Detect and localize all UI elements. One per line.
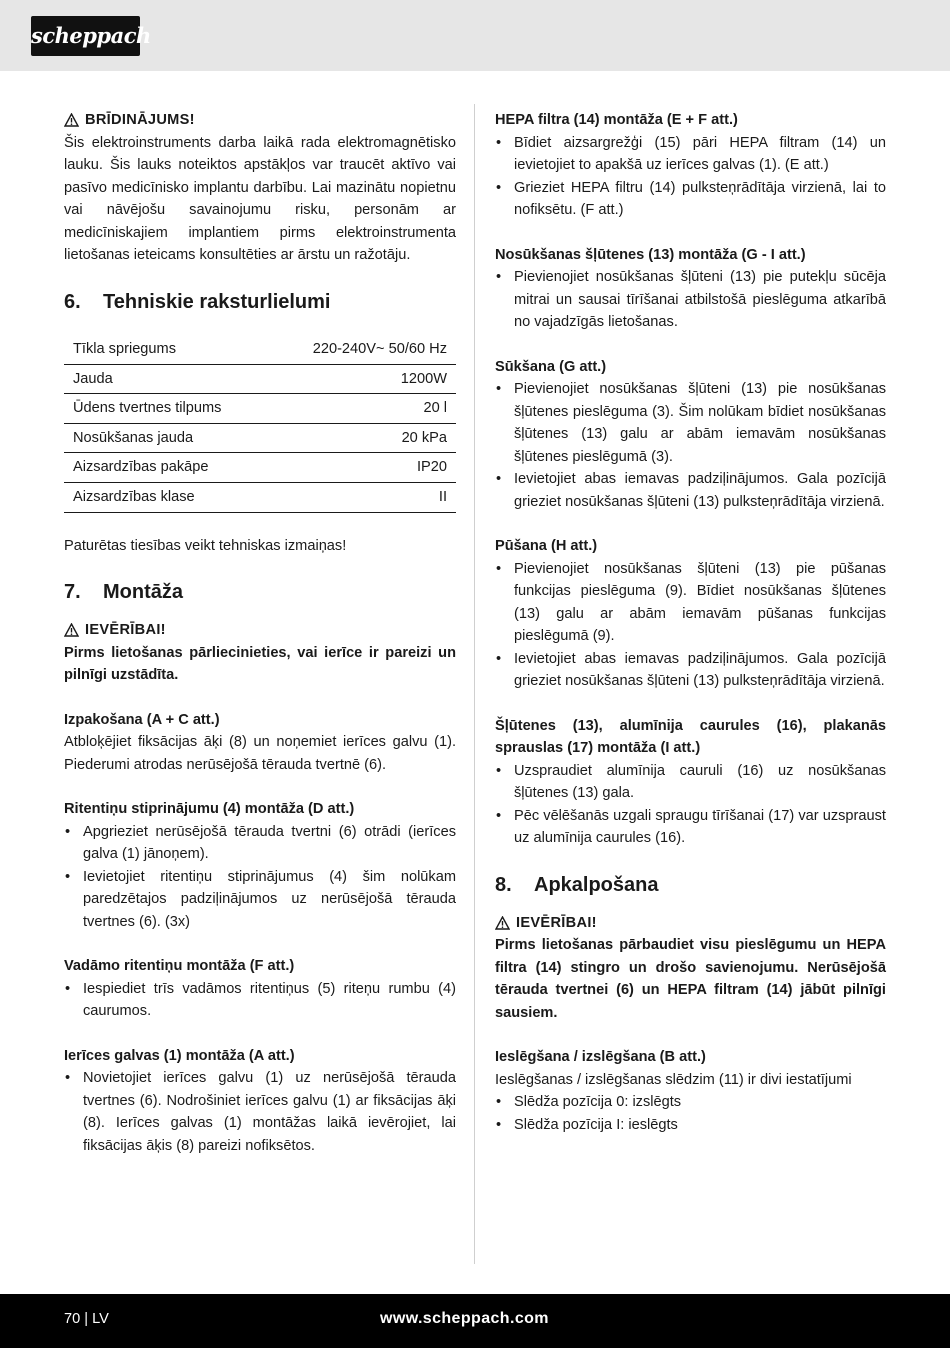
column-divider [474, 104, 475, 1264]
brand-logo [31, 16, 151, 56]
warning-triangle-icon [495, 916, 510, 930]
section-7-heading [64, 577, 456, 607]
list-item: • Uzspraudiet alumīnija cauruli (16) uz nosūkšanas šļūtenes (13) gala. [495, 760, 886, 805]
tube-title: Šļūtenes (13), alumīnija caurules (16), plakanās sprauslas (17) montāža (I att.) [495, 717, 886, 756]
section-number: 8. [495, 873, 512, 896]
spec-value: II [269, 482, 456, 512]
wheel-holder-list [64, 821, 456, 934]
blowing-title: Pūšana (H att.) [495, 538, 598, 554]
list-item: • Iespiediet trīs vadāmos ritentiņus (5) riteņu rumbu (4) caurumos. [64, 978, 456, 1023]
section-6-heading [64, 287, 456, 317]
section-8-heading [495, 870, 886, 900]
wheel-holder-title: Ritentiņu stiprinājumu (4) montāža (D att.) [64, 801, 355, 818]
spec-value: 20 l [269, 394, 456, 424]
hepa-list [495, 132, 886, 222]
table-row [64, 482, 456, 512]
list-item: • Pievienojiet nosūkšanas šļūteni (13) pie putekļu sūcēja mitrai un sausai tīrīšanai atbilstošā pieslēguma atkarībā no vajadzīgās lietošanas. [495, 266, 886, 334]
suction-title: Sūkšana (G att.) [495, 358, 607, 375]
table-row [64, 364, 456, 394]
list-item: • Apgrieziet nerūsējošā tērauda tvertni (6) otrādi (ierīces galva (1) jānoņem). [64, 821, 456, 866]
list-item: • Ievietojiet ritentiņu stiprinājumus (4) šim nolūkam paredzētajos padziļinājumos uz nerūsējošā tērauda tvertnes (6). (3x) [64, 866, 456, 934]
spec-value: 1200W [269, 364, 456, 394]
section-number: 7. [64, 581, 81, 604]
warning-triangle-icon [64, 623, 79, 637]
list-item: • Ievietojiet abas iemavas padziļinājumos. Gala pozīcijā grieziet nosūkšanas šļūteni (13) pulksteņrādītāja virzienā. [495, 468, 886, 513]
unpacking-title: Izpakošana (A + C att.) [64, 711, 220, 728]
list-item: • Novietojiet ierīces galvu (1) uz nerūsējošā tērauda tvertnes (6). Nodrošiniet ierīces galvu (1) ar fiksācijas āķi (8). Ierīces galvas (1) montāžas laikā ievērojiet, lai fiksācijas āķis (8) pareizi nofiksētos. [64, 1067, 456, 1157]
blowing-list [495, 558, 886, 693]
hose-title: Nosūkšanas šļūtenes (13) montāža (G - I att.) [495, 246, 806, 263]
list-item: • Ievietojiet abas iemavas padziļinājumos. Gala pozīcijā grieziet nosūkšanas šļūteni (13) pulksteņrādītāja virzienā. [495, 648, 886, 693]
spec-label: Aizsardzības klase [64, 482, 269, 512]
tube-list [495, 760, 886, 850]
warning-heading [64, 109, 456, 132]
unpacking-text: Atbloķējiet fiksācijas āķi (8) un noņemiet ierīces galvu (1). Piederumi atrodas nerūsējošā tērauda tvertnē (6). [64, 734, 456, 773]
warning-triangle-icon [64, 113, 79, 127]
table-row [64, 453, 456, 483]
website-link[interactable]: www.scheppach.com [380, 1310, 549, 1327]
spec-value: 220-240V~ 50/60 Hz [269, 335, 456, 365]
header-bar [0, 0, 950, 71]
specs-table [64, 335, 456, 513]
spec-label: Nosūkšanas jauda [64, 423, 269, 453]
spec-label: Aizsardzības pakāpe [64, 453, 269, 483]
section-number: 6. [64, 290, 81, 313]
castor-title: Vadāmo ritentiņu montāža (F att.) [64, 958, 295, 975]
device-head-list [64, 1067, 456, 1157]
right-column [495, 109, 886, 1136]
spec-value: IP20 [269, 453, 456, 483]
footer-bar [0, 1294, 950, 1348]
table-row [64, 335, 456, 365]
section-title: Tehniskie raksturlielumi [103, 290, 331, 313]
spec-label: Ūdens tvertnes tilpums [64, 394, 269, 424]
list-item: • Pievienojiet nosūkšanas šļūteni (13) pie nosūkšanas šļūtenes pieslēguma (3). Šim nolūkam bīdiet nosūkšanas šļūtenes (13) galu ar abām iemavām nosūkšanas šļūtenes pieslēgumā (3). [495, 378, 886, 468]
suction-list [495, 378, 886, 513]
switch-text: Ieslēgšanas / izslēgšanas slēdzim (11) ir divi iestatījumi [495, 1071, 852, 1088]
notice-title: IEVĒRĪBAI! [85, 622, 166, 639]
page-number: 70 | LV [64, 1311, 109, 1327]
spec-value: 20 kPa [269, 423, 456, 453]
spec-label: Jauda [64, 364, 269, 394]
left-column [64, 109, 456, 1157]
section-title: Apkalpošana [534, 873, 659, 896]
list-item: • Pēc vēlēšanās uzgali spraugu tīrīšanai (17) var uzspraust uz alumīnija caurules (16). [495, 805, 886, 850]
device-head-title: Ierīces galvas (1) montāža (A att.) [64, 1047, 295, 1064]
list-item: • Slēdža pozīcija 0: izslēgts [495, 1091, 886, 1114]
spec-label: Tīkla spriegums [64, 335, 269, 365]
castor-list [64, 978, 456, 1023]
table-row [64, 394, 456, 424]
technical-change-note: Paturētas tiesības veikt tehniskas izmaiņas! [64, 537, 347, 554]
warning-text: Šis elektroinstruments darba laikā rada elektromagnētisko lauku. Šis lauks noteiktos apstākļos var traucēt aktīvo vai pasīvo medicīnisko implantu darbību. Lai mazinātu nopietnu vai nāvējošu savainojumu risku, personām ar medicīniskajiem implantiem pirms elektroinstrumenta lietošanas ieteicams konsultēties ar ārstu un ražotāju. [64, 134, 456, 263]
table-row [64, 423, 456, 453]
hepa-title: HEPA filtra (14) montāža (E + F att.) [495, 112, 738, 128]
list-item: • Bīdiet aizsargrežģi (15) pāri HEPA filtram (14) un ievietojiet to apakšā uz ierīces galvas (1). (E att.) [495, 132, 886, 177]
notice-heading [495, 912, 886, 935]
logo-text: scheppach [31, 23, 151, 48]
notice-heading [64, 619, 456, 642]
notice-title: IEVĒRĪBAI! [516, 914, 597, 931]
notice-text: Pirms lietošanas pārliecinieties, vai ierīce ir pareizi un pilnīgi uzstādīta. [64, 644, 456, 684]
notice-text: Pirms lietošanas pārbaudiet visu pieslēgumu un HEPA filtra (14) stingro un drošo savienojumu. Nerūsējošā tērauda tvertnei (6) un HEPA filtram (14) jābūt pilnīgi sausiem. [495, 937, 886, 1021]
switch-title: Ieslēgšana / izslēgšana (B att.) [495, 1049, 706, 1065]
list-item: • Pievienojiet nosūkšanas šļūteni (13) pie pūšanas funkcijas pieslēguma (9). Bīdiet nosūkšanas šļūtenes (13) galu ar abām iemavām pūšanas funkcijas pieslēgumā (9). [495, 558, 886, 648]
hose-list [495, 266, 886, 334]
section-title: Montāža [103, 581, 183, 604]
warning-title: BRĪDINĀJUMS! [85, 112, 195, 128]
list-item: • Slēdža pozīcija I: ieslēgts [495, 1114, 886, 1137]
switch-list [495, 1091, 886, 1136]
list-item: • Grieziet HEPA filtru (14) pulksteņrādītāja virzienā, lai to nofiksētu. (F att.) [495, 177, 886, 222]
